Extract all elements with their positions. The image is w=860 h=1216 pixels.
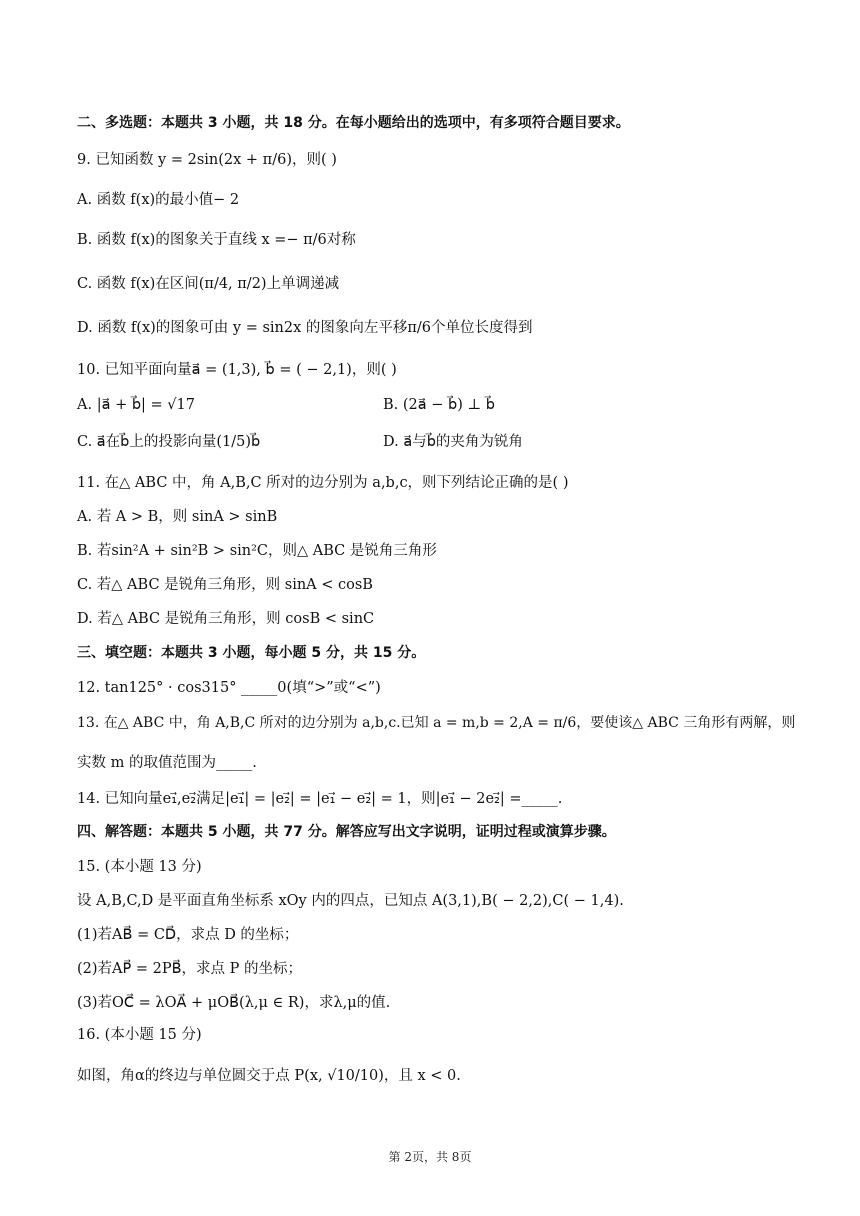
question-9-option-a: A. 函数 f(x)的最小值− 2 [77, 192, 240, 208]
question-9-option-b: B. 函数 f(x)的图象关于直线 x =− π/6对称 [77, 232, 356, 248]
question-10-stem: 10. 已知平面向量a⃗ = (1,3), b⃗ = ( − 2,1)，则( ) [77, 362, 397, 378]
question-9-option-c: C. 函数 f(x)在区间(π/4, π/2)上单调递减 [77, 276, 340, 292]
section-header-answer: 四、解答题：本题共 5 小题，共 77 分。解答应写出文字说明，证明过程或演算步骤。 [77, 824, 616, 840]
question-12: 12. tan125° · cos315° _____0(填“>”或“<”) [77, 680, 381, 696]
question-15-part-2: (2)若AP⃗ = 2PB⃗，求点 P 的坐标； [77, 961, 303, 977]
question-10-option-b: B. (2a⃗ − b⃗) ⊥ b⃗ [383, 397, 495, 413]
question-11-option-a: A. 若 A > B，则 sinA > sinB [77, 509, 278, 525]
question-11-option-b: B. 若sin²A + sin²B > sin²C，则△ ABC 是锐角三角形 [77, 543, 437, 559]
question-14: 14. 已知向量e₁⃗,e₂⃗满足|e₁⃗| = |e₂⃗| = |e₁⃗ − e₂⃗| = 1，则|e₁⃗ − 2e₂⃗| =_____. [77, 791, 563, 807]
question-15-stem: 设 A,B,C,D 是平面直角坐标系 xOy 内的四点，已知点 A(3,1),B( − 2,2),C( − 1,4). [77, 893, 624, 909]
page-footer: 第 2页，共 8页 [388, 1150, 472, 1164]
question-10-option-d: D. a⃗与b⃗的夹角为锐角 [383, 434, 523, 450]
question-15-part-1: (1)若AB⃗ = CD⃗，求点 D 的坐标； [77, 927, 299, 943]
question-11-option-d: D. 若△ ABC 是锐角三角形，则 cosB < sinC [77, 611, 375, 627]
question-15-part-3: (3)若OC⃗ = λOA⃗ + μOB⃗(λ,μ ∈ R)，求λ,μ的值. [77, 995, 391, 1011]
question-16-stem: 如图，角α的终边与单位圆交于点 P(x, √10/10)，且 x < 0. [77, 1068, 461, 1084]
section-header-fill-in: 三、填空题：本题共 3 小题，每小题 5 分，共 15 分。 [77, 645, 426, 661]
question-16-title: 16. (本小题 15 分) [77, 1027, 202, 1043]
question-10-option-a: A. |a⃗ + b⃗| = √17 [77, 397, 195, 413]
question-9-stem: 9. 已知函数 y = 2sin(2x + π/6)，则( ) [77, 152, 337, 168]
question-13-line-2: 实数 m 的取值范围为_____. [77, 755, 257, 771]
question-15-title: 15. (本小题 13 分) [77, 859, 202, 875]
question-11-option-c: C. 若△ ABC 是锐角三角形，则 sinA < cosB [77, 577, 373, 593]
question-9-option-d: D. 函数 f(x)的图象可由 y = sin2x 的图象向左平移π/6个单位长度得到 [77, 320, 533, 336]
question-13-line-1: 13. 在△ ABC 中，角 A,B,C 所对的边分别为 a,b,c.已知 a = m,b = 2,A = π/6，要使该△ ABC 三角形有两解，则 [77, 715, 796, 731]
question-11-stem: 11. 在△ ABC 中，角 A,B,C 所对的边分别为 a,b,c，则下列结论正确的是( ) [77, 475, 569, 491]
section-header-multi-choice: 二、多选题：本题共 3 小题，共 18 分。在每小题给出的选项中，有多项符合题目要求。 [77, 115, 630, 131]
question-10-option-c: C. a⃗在b⃗上的投影向量(1/5)b⃗ [77, 434, 261, 450]
